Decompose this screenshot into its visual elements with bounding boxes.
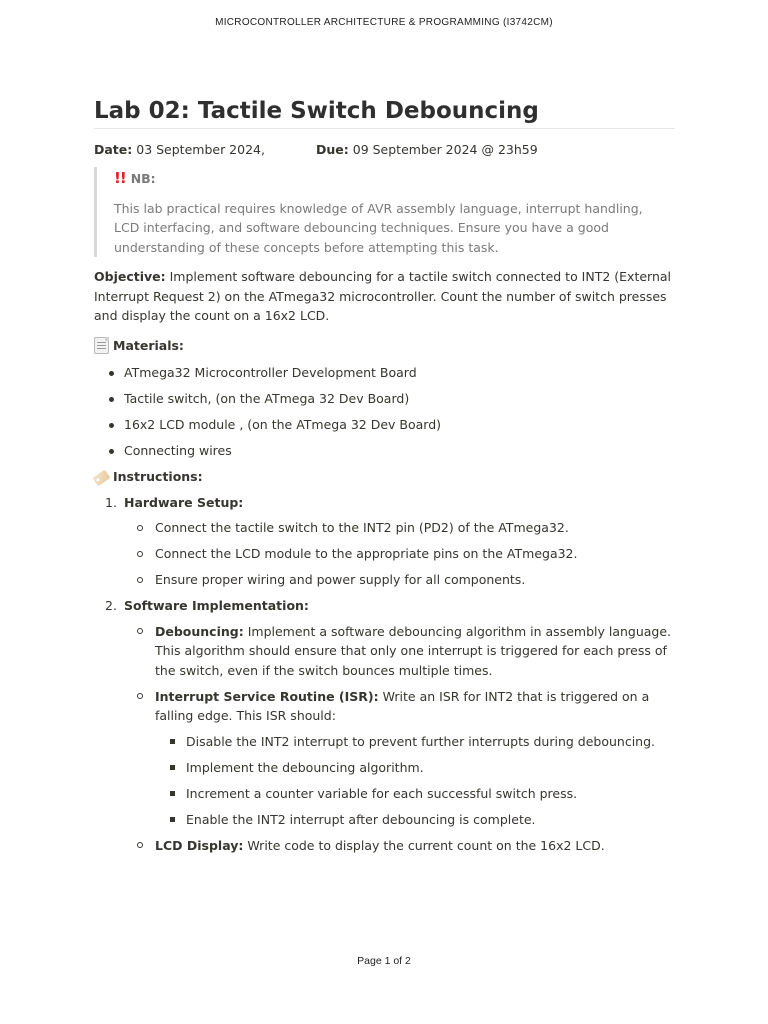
- instructions-heading: Instructions:: [113, 469, 203, 484]
- running-header: MICROCONTROLLER ARCHITECTURE & PROGRAMMING (I3742CM): [215, 17, 553, 28]
- list-item: Tactile switch, (on the ATmega 32 Dev Board): [94, 389, 675, 409]
- list-item: Ensure proper wiring and power supply for all components.: [124, 570, 675, 590]
- instructions-list: [94, 493, 675, 856]
- list-item: Connect the tactile switch to the INT2 pin (PD2) of the ATmega32.: [124, 518, 675, 538]
- instructions-heading-row: [94, 467, 675, 487]
- list-item: Increment a counter variable for each successful switch press.: [155, 784, 675, 804]
- list-item: Disable the INT2 interrupt to prevent further interrupts during debouncing.: [155, 732, 675, 752]
- step-title: Hardware Setup:: [124, 494, 244, 510]
- step-title: Software Implementation:: [124, 598, 309, 613]
- isr-label: Interrupt Service Routine (ISR):: [155, 688, 379, 704]
- objective-paragraph: [94, 267, 675, 326]
- materials-heading-row: [94, 336, 675, 356]
- date-field: [94, 141, 316, 159]
- software-sublist: [124, 622, 675, 856]
- double-exclamation-icon: !!: [114, 169, 126, 187]
- due-field: [316, 141, 538, 159]
- instruction-step-software: [94, 596, 675, 855]
- document-body: [94, 96, 675, 862]
- step-number: 2.: [105, 598, 117, 613]
- list-item: Implement the debouncing algorithm.: [155, 758, 675, 778]
- lcd-text: Write code to display the current count on the 16x2 LCD.: [243, 837, 605, 853]
- objective-text: Implement software debouncing for a tactile switch connected to INT2 (External Interrupt Request 2) on the ATmega32 microcontroller. Count the number of switch presses and display the count on a 16x2 LCD.: [94, 269, 672, 323]
- nb-callout: [94, 167, 675, 257]
- isr-sublist: [155, 732, 675, 830]
- isr-text: Write an ISR for INT2 that is triggered on a falling edge. This ISR should:: [155, 688, 650, 723]
- objective-label: Objective:: [94, 269, 166, 284]
- list-item: Connect the LCD module to the appropriate pins on the ATmega32.: [124, 544, 675, 564]
- hardware-sublist: [124, 518, 675, 590]
- debouncing-text: Implement a software debouncing algorithm in assembly language. This algorithm should ensure that only one interrupt is triggered for each press of the switch, even if the switch bounces multiple times.: [155, 623, 672, 678]
- page-title: Lab 02: Tactile Switch Debouncing: [94, 96, 675, 129]
- nb-text: This lab practical requires knowledge of AVR assembly language, interrupt handling, LCD interfacing, and software debouncing techniques. Ensure you have a good understanding of these concepts before attempting this task.: [114, 200, 643, 255]
- due-value: 09 September 2024 @ 23h59: [348, 142, 538, 157]
- materials-list: [94, 363, 675, 461]
- list-item: Connecting wires: [94, 441, 675, 461]
- materials-heading: Materials:: [113, 337, 184, 353]
- page-icon: [94, 337, 109, 354]
- list-item: Enable the INT2 interrupt after debouncing is complete.: [155, 810, 675, 830]
- label-tag-icon: [92, 470, 110, 487]
- instruction-step-hardware: [94, 493, 675, 590]
- nb-title: NB:: [130, 171, 156, 186]
- list-item: 16x2 LCD module , (on the ATmega 32 Dev Board): [94, 415, 675, 435]
- due-label: Due:: [316, 142, 349, 157]
- date-value: 03 September 2024,: [132, 142, 265, 157]
- list-item-debouncing: [124, 622, 675, 681]
- lcd-label: LCD Display:: [155, 837, 244, 853]
- debouncing-label: Debouncing:: [155, 623, 244, 639]
- list-item-isr: [124, 687, 675, 830]
- date-row: [94, 141, 675, 159]
- date-label: Date:: [94, 142, 133, 157]
- step-number: 1.: [105, 494, 117, 510]
- list-item: ATmega32 Microcontroller Development Board: [94, 363, 675, 383]
- list-item-lcd: [124, 836, 675, 856]
- page-number: Page 1 of 2: [357, 955, 411, 967]
- nb-title-row: [114, 169, 645, 189]
